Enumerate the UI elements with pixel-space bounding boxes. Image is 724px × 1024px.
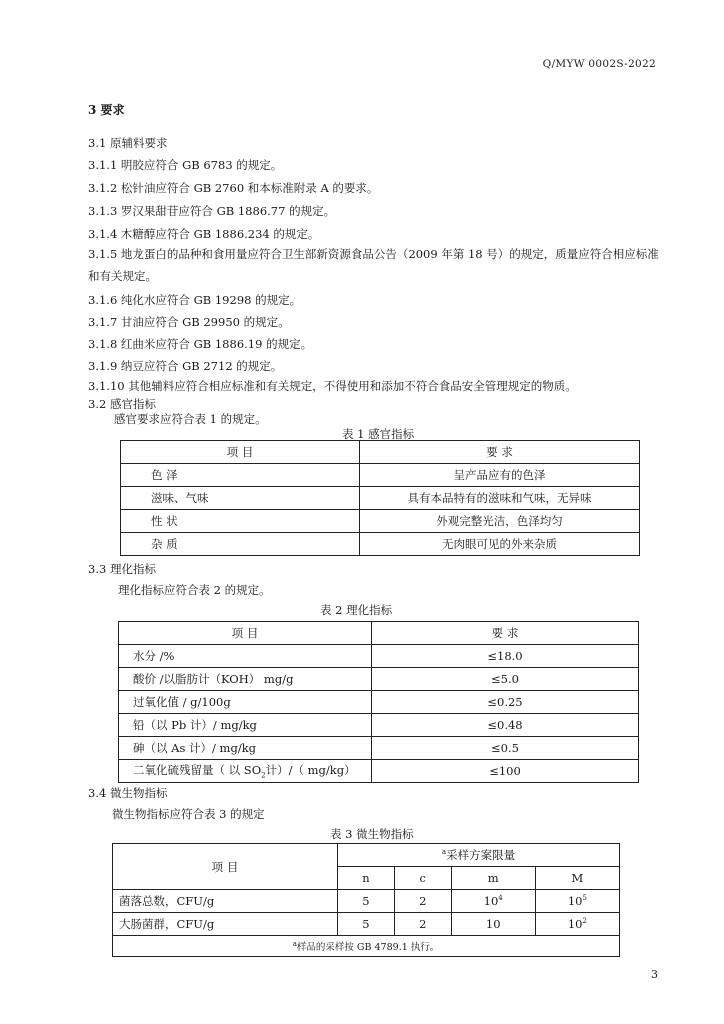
clause-3-1-1: 3.1.1 明胶应符合 GB 6783 的规定。 <box>88 158 283 172</box>
table-header-cell <box>338 844 620 867</box>
table-footnote <box>113 936 620 957</box>
table-header-cell: 要 求 <box>360 441 640 464</box>
footnote-text: 样品的采样按 GB 4789.1 执行。 <box>296 942 440 953</box>
table-cell: ≤100 <box>372 760 639 783</box>
power-exponent: 5 <box>582 894 587 903</box>
physicochemical-table <box>118 621 639 783</box>
table-cell: 色 泽 <box>121 464 360 487</box>
table-cell: 2 <box>394 913 451 936</box>
table-header-cell: n <box>338 867 395 890</box>
table-row <box>119 760 639 783</box>
table-cell: 呈产品应有的色泽 <box>360 464 640 487</box>
table-cell <box>119 760 372 783</box>
table-row <box>121 533 640 556</box>
power-base: 10 <box>483 894 499 908</box>
table-row <box>119 691 639 714</box>
table-cell: 具有本品特有的滋味和气味，无异味 <box>360 487 640 510</box>
power-base: 10 <box>567 917 583 931</box>
table-header-cell: 项 目 <box>113 844 338 890</box>
section-3-4-heading: 3.4 微生物指标 <box>88 786 168 800</box>
table-cell: 滋味、气味 <box>121 487 360 510</box>
power-exponent: 4 <box>498 894 503 903</box>
table-row <box>119 737 639 760</box>
section-3-heading: 3 要求 <box>88 103 125 117</box>
section-3-1-heading: 3.1 原辅料要求 <box>88 136 168 150</box>
table-1-caption: 表 1 感官指标 <box>342 427 415 441</box>
table-3-caption: 表 3 微生物指标 <box>330 827 414 841</box>
table-cell: ≤0.5 <box>372 737 639 760</box>
clause-3-1-5: 3.1.5 地龙蛋白的品种和食用量应符合卫生部新资源食品公告（2009 年第 18 号）的规定，质量应符合相应标准和有关规定。 <box>88 247 659 283</box>
table-cell: 铅（以 Pb 计）/ mg/kg <box>119 714 372 737</box>
section-3-2-heading: 3.2 感官指标 <box>88 397 156 411</box>
clause-3-1-9: 3.1.9 纳豆应符合 GB 2712 的规定。 <box>88 359 283 373</box>
table-cell: 性 状 <box>121 510 360 533</box>
sampling-plan-label: 采样方案限量 <box>446 848 516 862</box>
table-row <box>121 510 640 533</box>
so2-subscript: 2 <box>261 771 266 780</box>
section-3-3-heading: 3.3 理化指标 <box>88 562 156 576</box>
table-cell: 大肠菌群，CFU/g <box>113 913 338 936</box>
table-row <box>121 464 640 487</box>
footnote-marker: a <box>441 848 447 857</box>
table-cell: 菌落总数，CFU/g <box>113 890 338 913</box>
table-cell: ≤5.0 <box>372 668 639 691</box>
table-cell: ≤18.0 <box>372 645 639 668</box>
table-cell: 酸价 /以脂肪计（KOH） mg/g <box>119 668 372 691</box>
power-exponent: 2 <box>582 917 587 926</box>
section-3-3-intro: 理化指标应符合表 2 的规定。 <box>118 583 271 597</box>
table-header-cell: 要 求 <box>372 622 639 645</box>
table-cell: 杂 质 <box>121 533 360 556</box>
table-cell: 无肉眼可见的外来杂质 <box>360 533 640 556</box>
table-row <box>121 487 640 510</box>
table-cell: ≤0.25 <box>372 691 639 714</box>
table-cell: 过氧化值 / g/100g <box>119 691 372 714</box>
table-header-cell: c <box>394 867 451 890</box>
table-row <box>119 668 639 691</box>
table-cell <box>535 913 619 936</box>
table-header-cell: 项 目 <box>121 441 360 464</box>
table-row <box>119 714 639 737</box>
clause-3-1-6: 3.1.6 纯化水应符合 GB 19298 的规定。 <box>88 293 302 307</box>
table-row <box>113 913 620 936</box>
table-cell: 5 <box>338 890 395 913</box>
clause-3-1-3: 3.1.3 罗汉果甜苷应符合 GB 1886.77 的规定。 <box>88 204 336 218</box>
table-cell <box>535 890 619 913</box>
table-cell: 砷（以 As 计）/ mg/kg <box>119 737 372 760</box>
so2-label-post: 计）/（ mg/kg） <box>265 763 356 778</box>
table-cell: 5 <box>338 913 395 936</box>
microbial-table <box>112 843 620 957</box>
table-header-cell: 项 目 <box>119 622 372 645</box>
clause-3-1-4: 3.1.4 木糖醇应符合 GB 1886.234 的规定。 <box>88 227 320 241</box>
table-cell <box>451 890 535 913</box>
table-2-caption: 表 2 理化指标 <box>320 603 393 617</box>
clause-3-1-2: 3.1.2 松针油应符合 GB 2760 和本标准附录 A 的要求。 <box>88 181 379 195</box>
table-header-cell: m <box>451 867 535 890</box>
table-row <box>119 645 639 668</box>
table-row <box>113 890 620 913</box>
power-base: 10 <box>567 894 583 908</box>
page-number: 3 <box>651 968 658 981</box>
section-3-4-intro: 微生物指标应符合表 3 的规定 <box>112 807 265 821</box>
document-code: Q/MYW 0002S-2022 <box>542 58 656 70</box>
table-cell: 外观完整光洁，色泽均匀 <box>360 510 640 533</box>
section-3-2-intro: 感官要求应符合表 1 的规定。 <box>114 412 267 426</box>
clause-3-1-7: 3.1.7 甘油应符合 GB 29950 的规定。 <box>88 315 290 329</box>
clause-3-1-10: 3.1.10 其他辅料应符合相应标准和有关规定，不得使用和添加不符合食品安全管理规定的物质。 <box>88 379 577 393</box>
table-cell: ≤0.48 <box>372 714 639 737</box>
table-cell: 10 <box>451 913 535 936</box>
table-cell: 2 <box>394 890 451 913</box>
footnote-marker: a <box>292 939 297 948</box>
clause-3-1-8: 3.1.8 红曲米应符合 GB 1886.19 的规定。 <box>88 337 313 351</box>
sensory-table <box>120 440 640 556</box>
so2-label-pre: 二氧化硫残留量（ 以 SO <box>133 763 262 778</box>
table-header-cell: M <box>535 867 619 890</box>
table-cell: 水分 /% <box>119 645 372 668</box>
